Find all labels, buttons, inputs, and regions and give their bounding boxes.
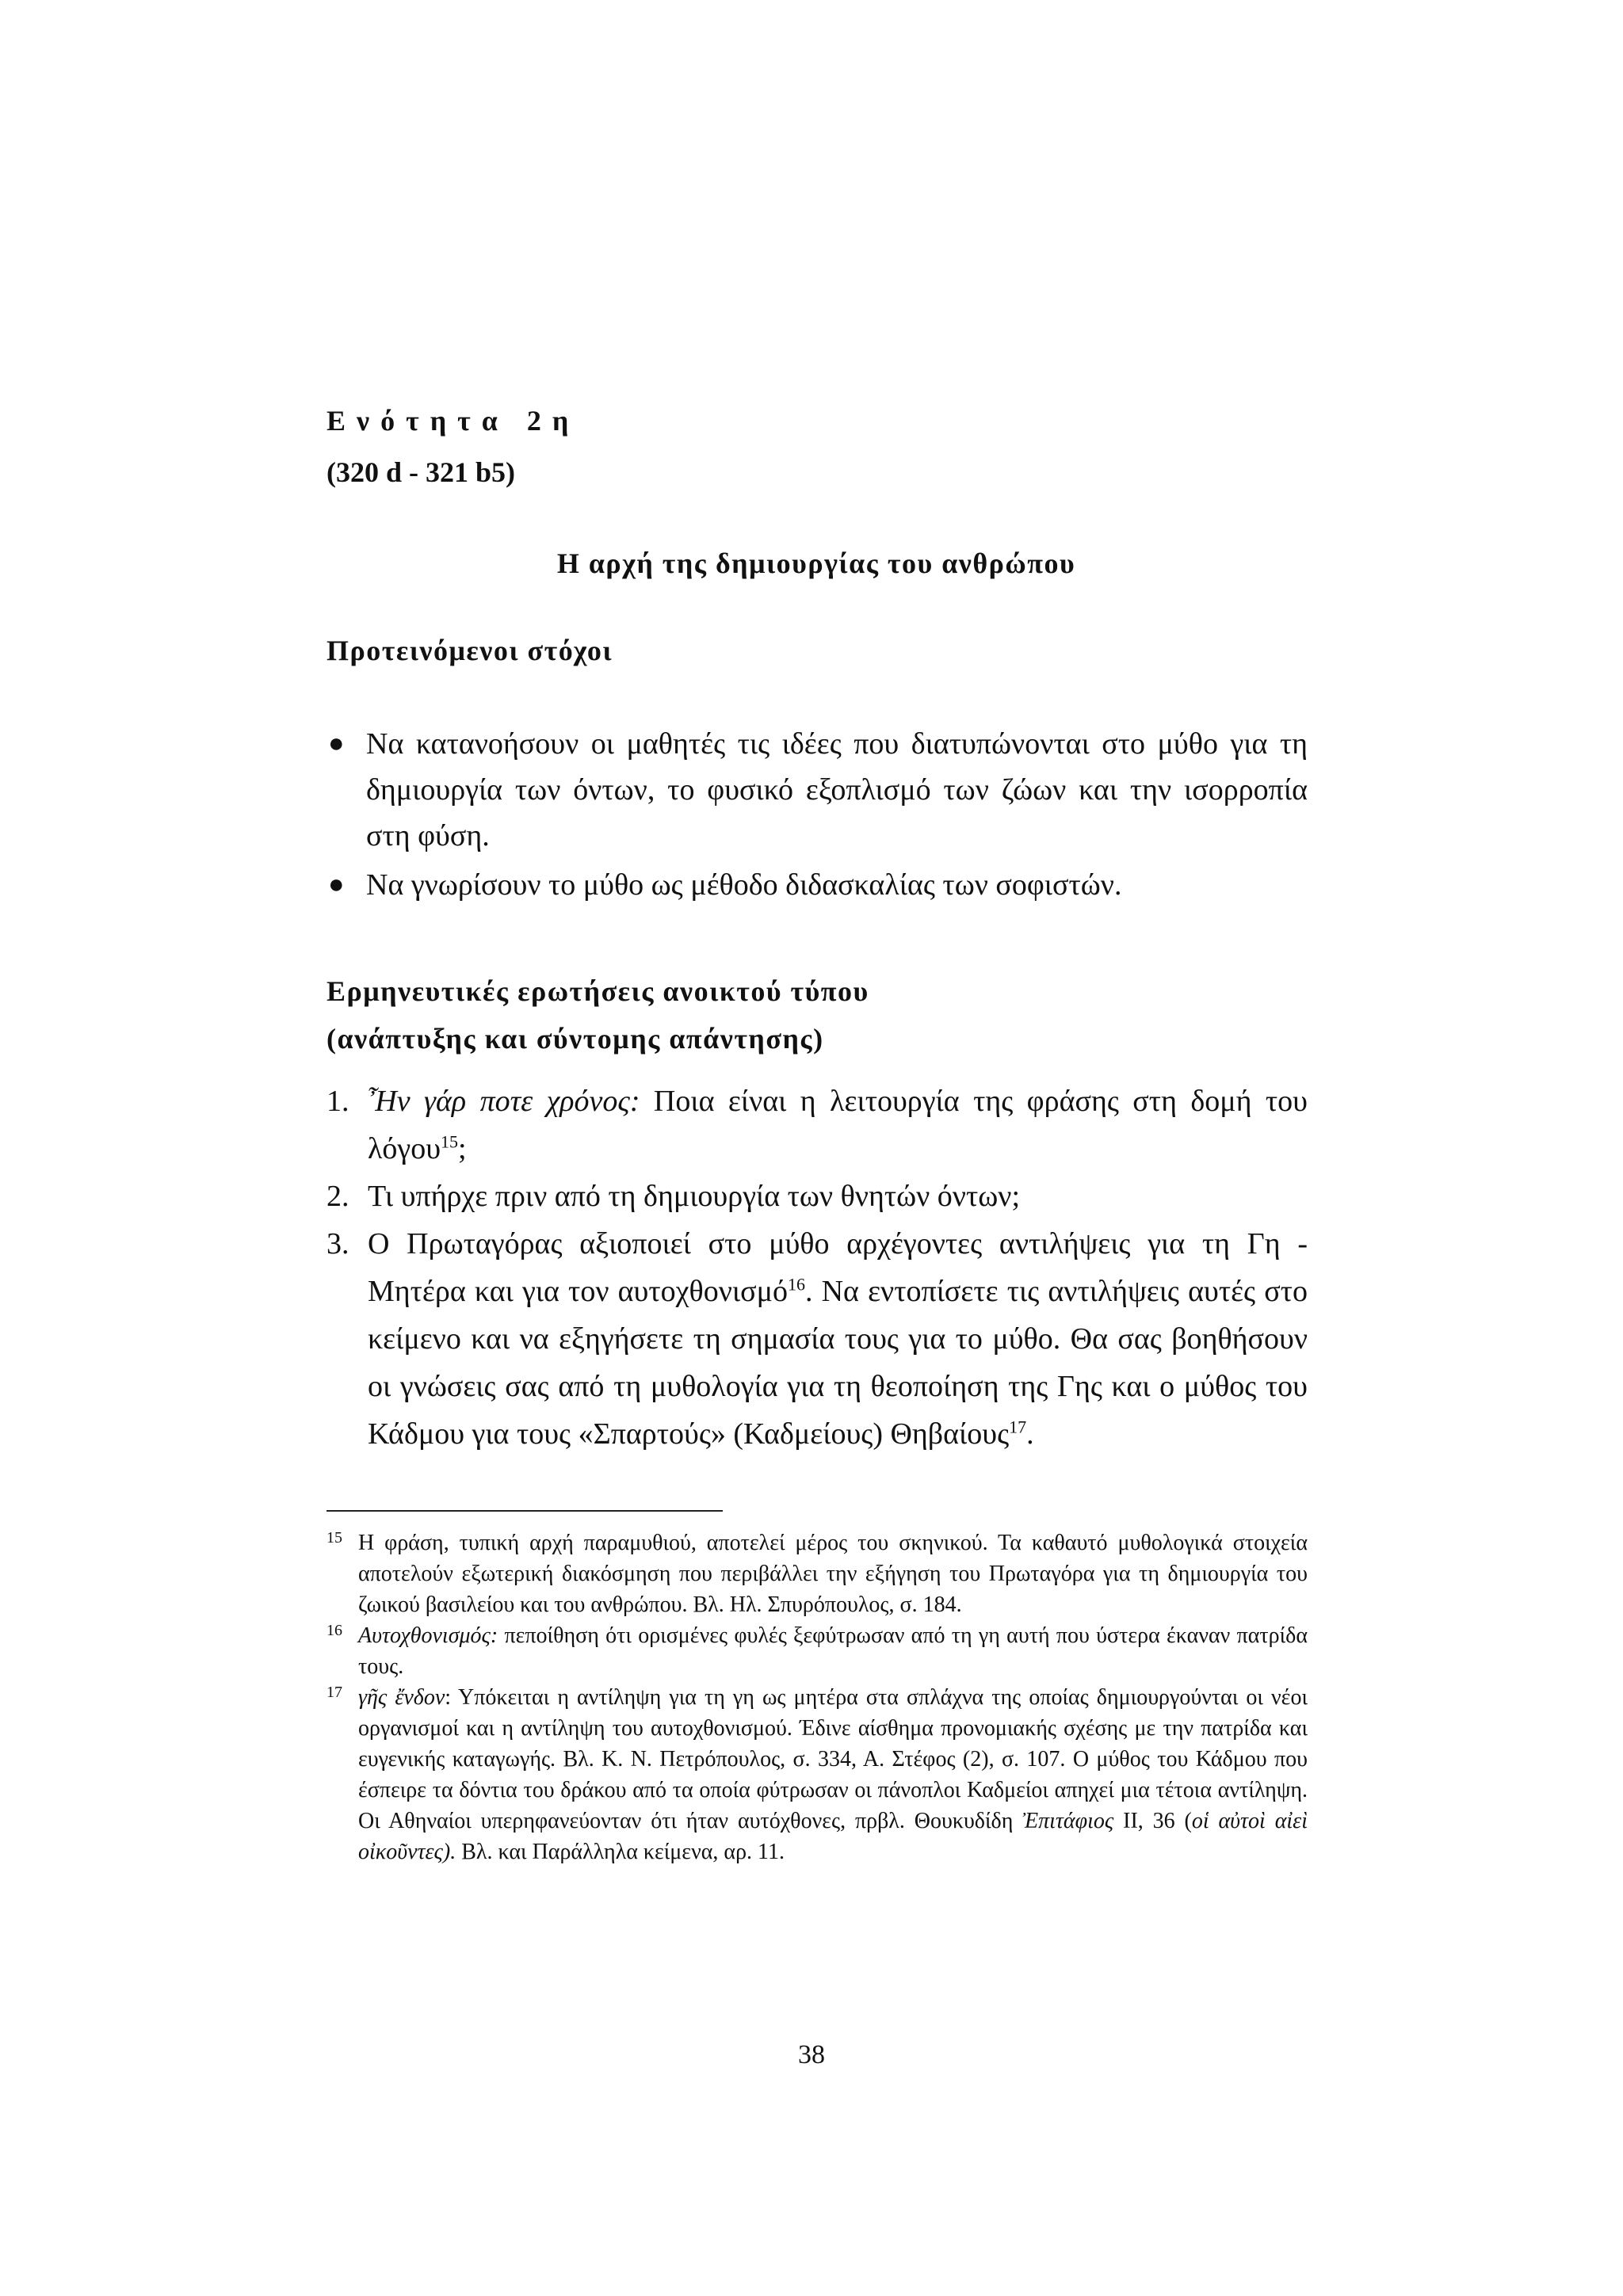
footnote-ref: 17: [1009, 1417, 1027, 1437]
questions-subheading: (ανάπτυξης και σύντομης απάντησης): [327, 1023, 824, 1055]
question-item: [327, 1220, 1308, 1458]
question-quote: Ἦν γάρ ποτε χρόνος:: [368, 1085, 640, 1118]
question-body: . Να εντοπίσετε τις αντιλήψεις αυτές στο κείμενο και να εξηγήσετε τη σημασία τους για το μύθο. Θα σας βοηθήσουν οι γνώσεις σας από τη μυθολογία για τη θεοποίηση της Γης και ο μύθος του Κάδμου για τους «Σπαρτούς» (Καδμείους) Θηβαίους: [368, 1275, 1308, 1451]
question-item: [327, 1077, 1308, 1173]
unit-line-range: (320 d - 321 b5): [327, 456, 516, 488]
footnote-number: 16: [327, 1622, 342, 1639]
footnote-body: πεποίθηση ότι ορισμένες φυλές ξεφύτρωσαν από τη γη αυτή που ύστερα έκαναν πατρίδα τους.: [358, 1623, 1308, 1679]
footnote-text: [358, 1682, 1308, 1867]
question-item: [327, 1173, 1308, 1220]
question-number: 2.: [327, 1180, 349, 1213]
footnote-text: [358, 1620, 1308, 1682]
footnote-work-title: Ἐπιτάφιος: [1022, 1809, 1114, 1833]
footnote-ref: 16: [787, 1274, 805, 1295]
footnote-ref: 15: [441, 1131, 459, 1152]
footnote: [327, 1527, 1308, 1620]
question-number: 1.: [327, 1085, 349, 1118]
footnote-term: γῆς ἔνδον: [358, 1685, 445, 1710]
footnote-quote: οἱ αὐτοὶ αἰεὶ οἰκοῦντες).: [358, 1809, 1308, 1864]
footnote-body: ΙΙ, 36 (: [1113, 1809, 1192, 1833]
question-text: Τι υπήρχε πριν από τη δημιουργία των θνητών όντων;: [368, 1180, 1021, 1213]
bullet-icon: ●: [328, 870, 345, 899]
question-text: [368, 1220, 1308, 1458]
footnote-number: 15: [327, 1529, 342, 1547]
footnote-body: : Υπόκειται η αντίληψη για τη γη ως μητέρα στα σπλάχνα της οποίας δημιουργούνται οι νέοι οργανισμοί και η αντίληψη του αυτοχθονισμού. Έδινε αίσθημα προνομιακής σχέσης με την πατρίδα και ευγενικής καταγωγής. Βλ. Κ. Ν. Πετρόπουλος, σ. 334, Α. Στέφος (2), σ. 107. Ο μύθος του Κάδμου που έσπειρε τα δόντια του δράκου από τα οποία φύτρωσαν οι πάνοπλοι Καδμείοι απηχεί μια τέτοια αντίληψη. Οι Αθηναίοι υπερηφανεύονταν ότι ήταν αυτόχθονες, πρβλ. Θουκυδίδη: [358, 1685, 1308, 1833]
footnote: [327, 1682, 1308, 1867]
questions-heading: Ερμηνευτικές ερωτήσεις ανοικτού τύπου: [327, 975, 869, 1007]
footnote: [327, 1620, 1308, 1682]
questions-list: [327, 1077, 1308, 1458]
question-body: Ποια είναι η λειτουργία της φράσης στη δομή του λόγου: [368, 1085, 1308, 1165]
unit-title: Ενότητα 2η: [327, 405, 580, 437]
footnotes: [327, 1527, 1308, 1867]
question-end: ;: [458, 1132, 467, 1165]
bullet-icon: ●: [328, 729, 345, 758]
question-body: Ο Πρωταγόρας αξιοποιεί στο μύθο αρχέγοντες αντιλήψεις για τη Γη - Μητέρα και για τον αυτοχθονισμό: [368, 1227, 1308, 1308]
list-item: [327, 721, 1308, 859]
section-title: Η αρχή της δημιουργίας του ανθρώπου: [556, 547, 1076, 579]
footnote-number: 17: [327, 1684, 342, 1701]
footnote-divider: [327, 1510, 723, 1512]
question-text: [368, 1077, 1308, 1173]
goals-heading: Προτεινόμενοι στόχοι: [327, 635, 613, 666]
goal-text: Να κατανοήσουν οι μαθητές τις ιδέες που διατυπώνονται στο μύθο για τη δημιουργία των όντων, το φυσικό εξοπλισμό των ζώων και την ισορροπία στη φύση.: [366, 727, 1308, 852]
goal-text: Να γνωρίσουν το μύθο ως μέθοδο διδασκαλίας των σοφιστών.: [366, 868, 1122, 902]
footnote-body: Βλ. και Παράλληλα κείμενα, αρ. 11.: [456, 1840, 785, 1864]
question-number: 3.: [327, 1227, 349, 1261]
page-number: 38: [798, 2040, 825, 2069]
footnote-term: Αυτοχθονισμός:: [358, 1623, 498, 1648]
question-end: .: [1026, 1417, 1034, 1451]
goals-list: [327, 721, 1308, 911]
list-item: [327, 862, 1308, 908]
footnote-text: Η φράση, τυπική αρχή παραμυθιού, αποτελεί μέρος του σκηνικού. Τα καθαυτό μυθολογικά στοιχεία αποτελούν εξωτερική διακόσμηση που περιβάλλει την εξήγηση του Πρωταγόρα για τη δημιουργία του ζωικού βασιλείου και του ανθρώπου. Βλ. Ηλ. Σπυρόπουλος, σ. 184.: [358, 1531, 1308, 1617]
